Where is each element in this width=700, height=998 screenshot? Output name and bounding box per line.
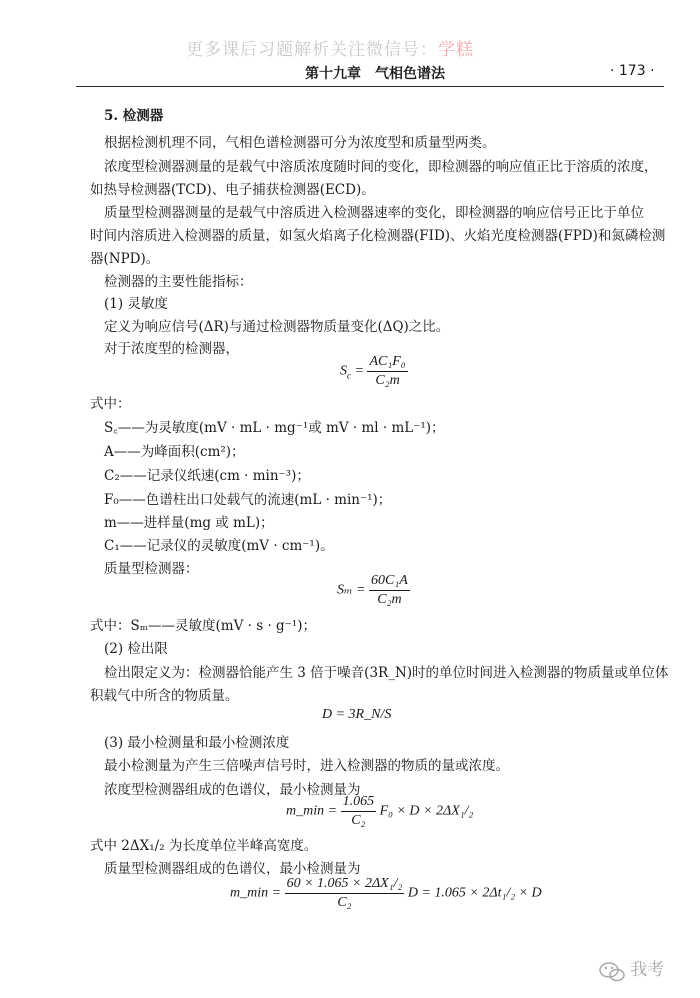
paragraph-line: 最小检测量为产生三倍噪声信号时，进入检测器的物质的量或浓度。: [104, 758, 509, 774]
paragraph-line: 质量型检测器测量的是载气中溶质进入检测器速率的变化，即检测器的响应信号正比于单位: [104, 205, 644, 221]
paragraph-line: 质量型检测器：: [104, 561, 199, 577]
chapter-title: 第十九章 气相色谱法: [305, 66, 445, 82]
formula-detection-limit: D = 3R_N/S: [322, 707, 392, 722]
paragraph-line: 对于浓度型的检测器，: [104, 341, 239, 357]
watermark-text: [186, 35, 474, 60]
paragraph-line: 浓度型检测器测量的是载气中溶质浓度随时间的变化，即检测器的响应值正比于溶质的浓度，: [104, 159, 658, 175]
paragraph-line: 式中：: [90, 396, 131, 412]
definition-line: F₀——色谱柱出口处载气的流速(mL · min⁻¹)；: [104, 492, 392, 508]
paragraph-line: 检测器的主要性能指标：: [104, 274, 253, 290]
paragraph-line: 时间内溶质进入检测器的质量，如氢火焰离子化检测器(FID)、火焰光度检测器(FPD)和氮磷检测: [90, 228, 666, 244]
definition-line: C₂——记录仪纸速(cm · min⁻³)；: [104, 468, 310, 484]
paragraph-line: 器(NPD)。: [90, 251, 160, 267]
definition-line: S꜀——为灵敏度(mV · mL · mg⁻¹或 mV · ml · mL⁻¹)；: [104, 420, 445, 436]
formula-sensitivity-concentration: $S_c$ = $\frac{\text{AC₁F₀}}{\text{C₂m}}$: [340, 354, 406, 388]
paragraph-line: 定义为响应信号(ΔR)与通过检测器物质量变化(ΔQ)之比。: [104, 319, 450, 335]
section-title: 5. 检测器: [104, 108, 164, 124]
paragraph-line: 积载气中所含的物质量。: [90, 688, 239, 704]
watermark-accent: 学糕: [438, 40, 474, 60]
subsection-title: (1) 灵敏度: [104, 296, 168, 312]
wechat-account-name: 我考: [630, 960, 665, 980]
definition-line: m——进样量(mg 或 mL)；: [104, 515, 274, 531]
formula-min-detectable-mass: m_min = $\frac{\text{60 × 1.065 × 2ΔX₁/₂}}{\text{C₂}}$ D = 1.065 × 2Δt₁/₂ × D: [230, 876, 542, 910]
wechat-logo: [598, 955, 664, 984]
paragraph-line: 检出限定义为：检测器恰能产生 3 倍于噪音(3R_N)时的单位时间进入检测器的物质量或单位体: [104, 665, 669, 681]
watermark-main: 更多课后习题解析关注微信号：: [186, 40, 438, 60]
paragraph-line: 质量型检测器组成的色谱仪，最小检测量为: [104, 861, 361, 877]
definition-line: A——为峰面积(cm²)；: [104, 444, 245, 460]
paragraph-line: 浓度型检测器组成的色谱仪，最小检测量为: [104, 782, 361, 798]
paragraph-line: 如热导检测器(TCD)、电子捕获检测器(ECD)。: [90, 182, 375, 198]
header-rule: [76, 86, 664, 87]
subsection-title: (2) 检出限: [104, 641, 168, 657]
paragraph-line: 根据检测机理不同，气相色谱检测器可分为浓度型和质量型两类。: [104, 135, 496, 151]
definition-line: C₁——记录仪的灵敏度(mV · cm⁻¹)。: [104, 538, 334, 554]
paragraph-line: 式中 2ΔX₁/₂ 为长度单位半峰高宽度。: [90, 838, 318, 854]
wechat-icon: [598, 960, 626, 984]
formula-sensitivity-mass: Sₘ = $\frac{\text{60C₁A}}{\text{C₂m}}$: [337, 573, 408, 607]
formula-min-detectable-concentration: m_min = $\frac{1.065}{\text{C₂}}$ F₀ × D × 2ΔX₁/₂: [286, 794, 474, 828]
page-number: · 173 ·: [610, 63, 655, 79]
subsection-title: (3) 最小检测量和最小检测浓度: [104, 735, 290, 751]
paragraph-line: 式中：Sₘ——灵敏度(mV · s · g⁻¹)；: [90, 618, 316, 634]
